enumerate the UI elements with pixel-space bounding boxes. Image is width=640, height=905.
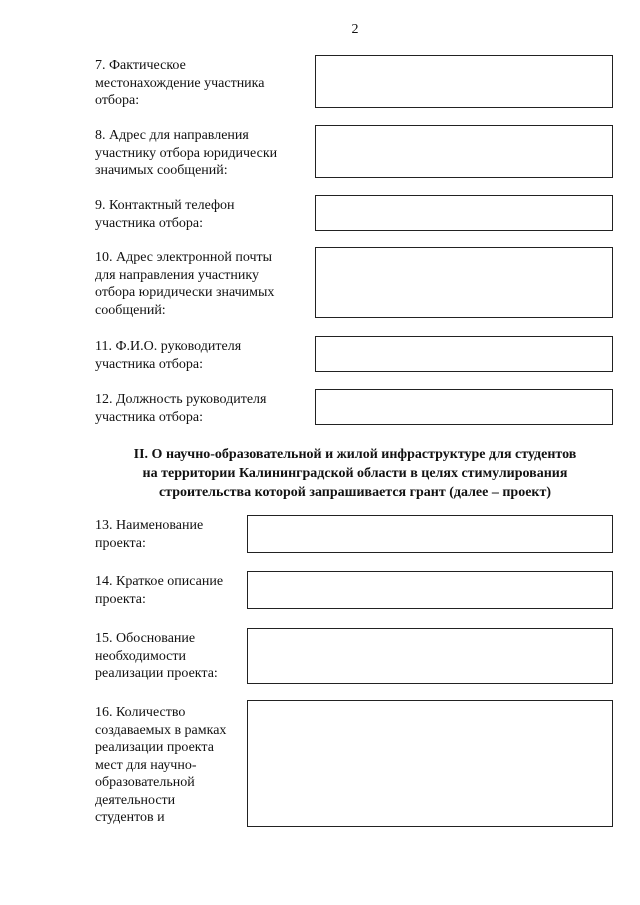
label-contact-phone: 9. Контактный телефон участника отбора: <box>95 198 235 231</box>
email-field[interactable] <box>315 247 613 318</box>
head-name-field[interactable] <box>315 336 613 372</box>
project-description-field[interactable] <box>247 571 613 609</box>
label-head-name: 11. Ф.И.О. руководителя участника отбора: <box>95 339 242 372</box>
label-actual-location: 7. Фактическое местонахождение участника отбора: <box>95 58 265 108</box>
label-head-position: 12. Должность руководителя участника отбора: <box>95 392 267 425</box>
label-student-places: 16. Количество создаваемых в рамках реализации проекта мест для научно- образовательной деятельности студентов и <box>95 705 227 825</box>
label-email: 10. Адрес электронной почты для направления участнику отбора юридически значимых сообщений: <box>95 250 275 318</box>
label-project-name: 13. Наименование проекта: <box>95 518 204 551</box>
head-position-field[interactable] <box>315 389 613 425</box>
project-name-field[interactable] <box>247 515 613 553</box>
page-number: 2 <box>351 22 359 37</box>
student-places-field[interactable] <box>247 700 613 827</box>
label-project-justification: 15. Обоснование необходимости реализации проекта: <box>95 631 218 681</box>
label-legal-address: 8. Адрес для направления участнику отбора юридически значимых сообщений: <box>95 128 278 178</box>
label-project-description: 14. Краткое описание проекта: <box>95 574 224 607</box>
contact-phone-field[interactable] <box>315 195 613 231</box>
actual-location-field[interactable] <box>315 55 613 108</box>
legal-address-field[interactable] <box>315 125 613 178</box>
section-ii-heading: II. О научно-образовательной и жилой инфраструктуре для студентов на территории Калининградской области в целях стимулирования строительства которой запрашивается грант (далее – проект) <box>133 447 577 500</box>
project-justification-field[interactable] <box>247 628 613 684</box>
